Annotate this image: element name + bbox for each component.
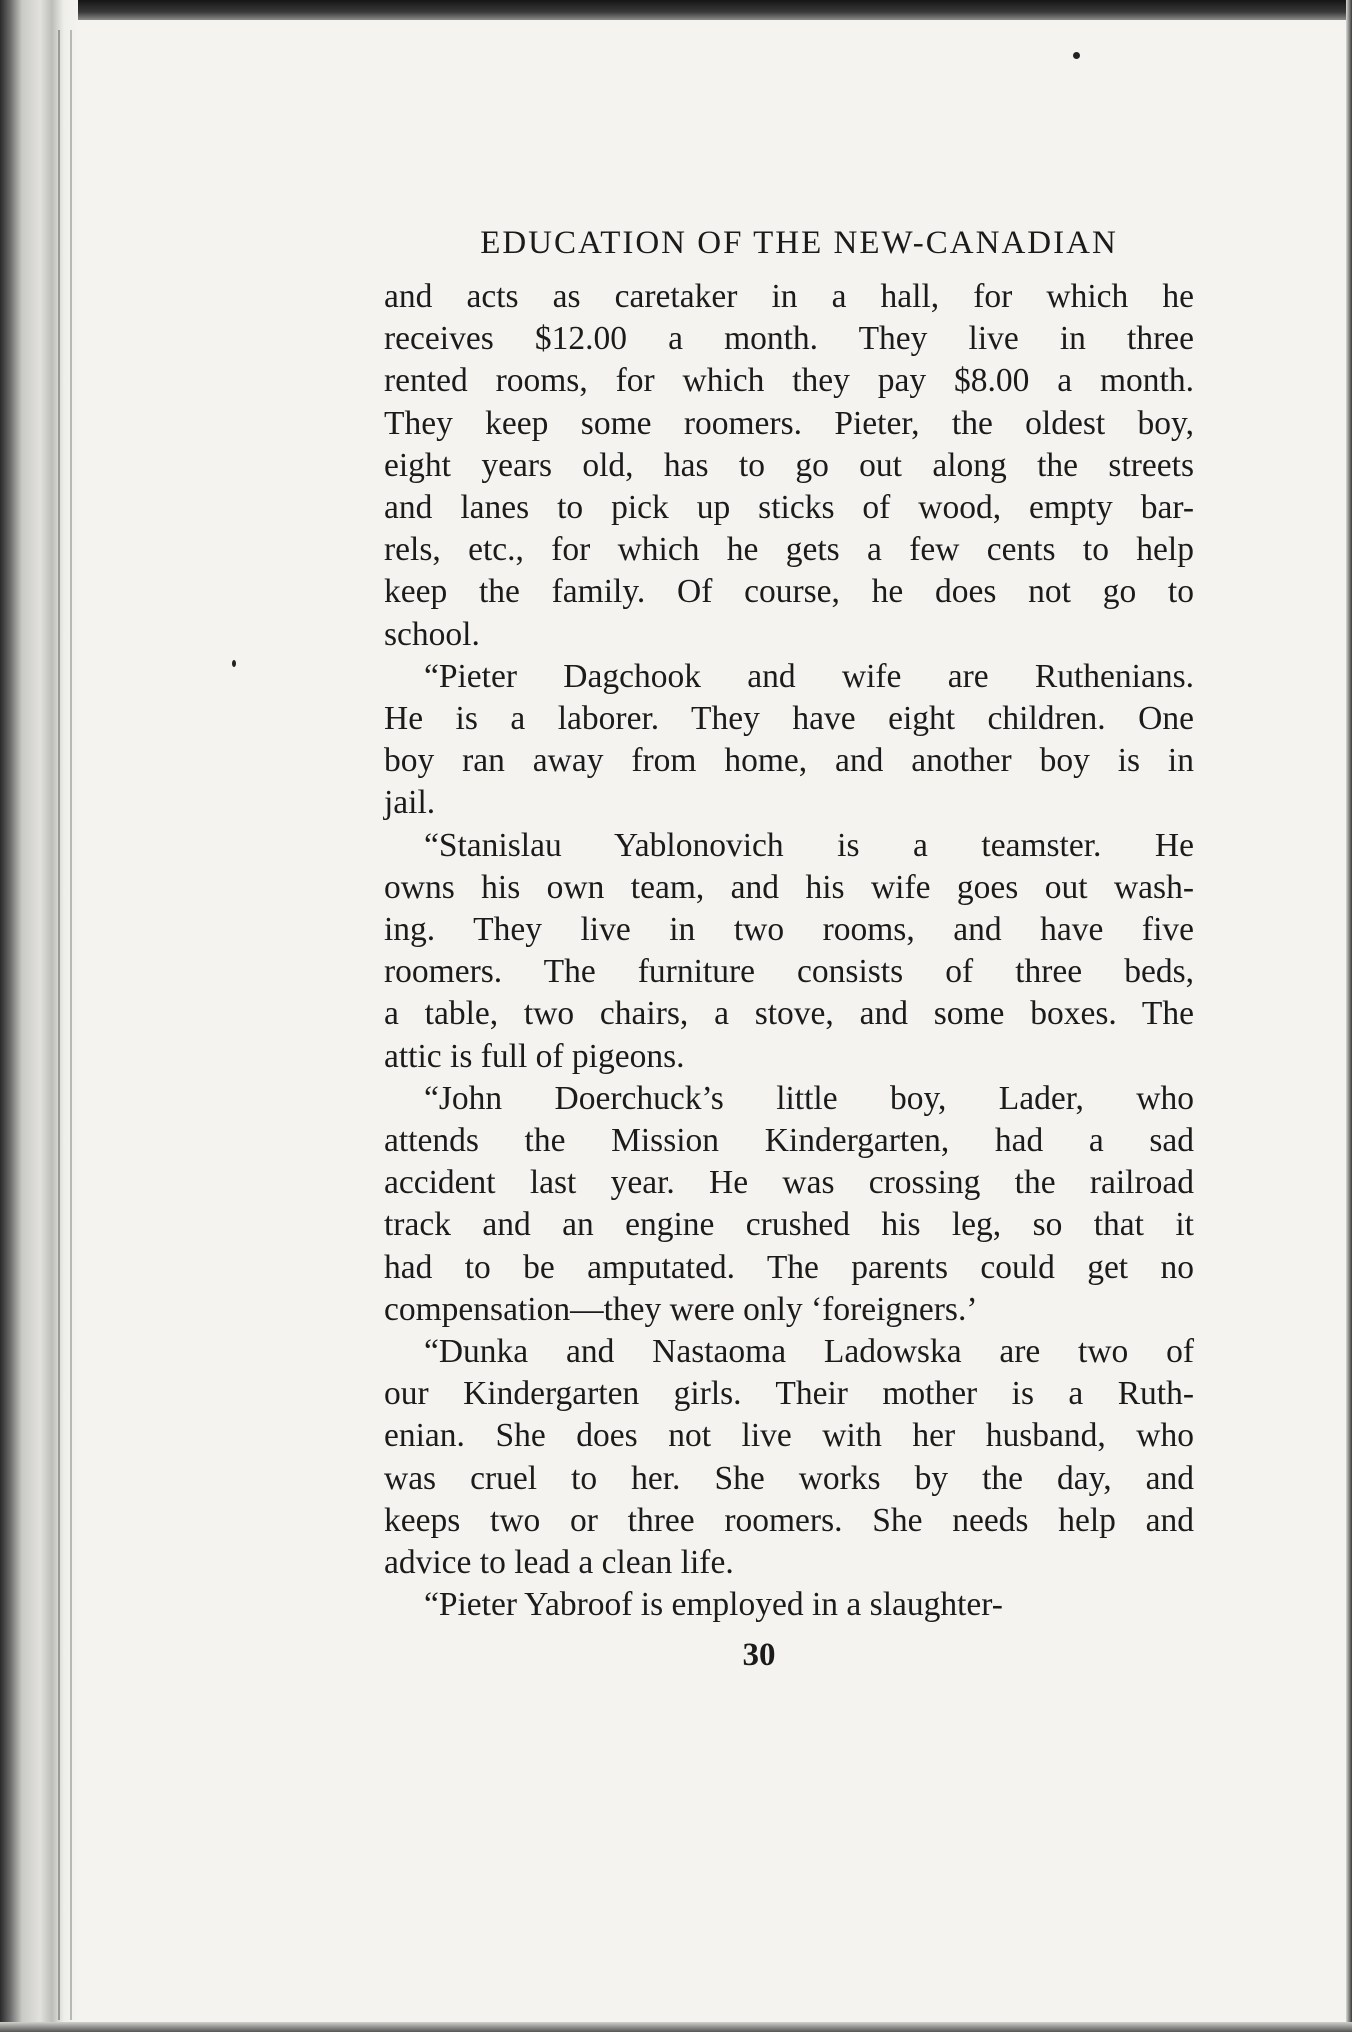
text-line: attends the Mission Kindergarten, had a sad [384,1122,1194,1160]
text-line: owns his own team, and his wife goes out wash- [384,868,1194,906]
text-line: was cruel to her. She works by the day, and [384,1459,1194,1497]
page-right-edge [1346,0,1352,2032]
text-line: They keep some roomers. Pieter, the oldest boy, [384,404,1194,442]
text-line: eight years old, has to go out along the streets [384,446,1194,484]
text-line: had to be amputated. The parents could get no [384,1248,1194,1286]
text-line: and acts as caretaker in a hall, for which he [384,278,1194,315]
ink-speck [1073,52,1080,59]
body-text [384,276,1194,1627]
page-top-edge [0,0,1352,20]
text-line: a table, two chairs, a stove, and some boxes. The [384,995,1194,1033]
page-text-block [384,222,1194,1675]
text-line: jail. [384,784,436,822]
text-line: rented rooms, for which they pay $8.00 a month. [384,362,1194,400]
text-line: keeps two or three roomers. She needs help and [384,1501,1194,1539]
book-binding-gutter [0,0,78,2032]
gutter-line [58,30,60,2020]
text-line: “Stanislau Yablonovich is a teamster. He [424,826,1194,864]
text-line: boy ran away from home, and another boy is in [384,742,1194,780]
running-head: EDUCATION OF THE NEW-CANADIAN [480,225,1118,261]
text-line: ing. They live in two rooms, and have five [384,911,1194,949]
text-line: our Kindergarten girls. Their mother is a Ruth- [384,1375,1194,1413]
page-bottom-edge [0,2022,1352,2032]
text-line: track and an engine crushed his leg, so that it [384,1206,1194,1244]
text-line: attic is full of pigeons. [384,1037,685,1075]
paragraph [384,1078,1194,1331]
text-line: keep the family. Of course, he does not go to [384,573,1194,611]
text-line: enian. She does not live with her husband, who [384,1417,1194,1455]
text-line: receives $12.00 a month. They live in three [384,320,1194,358]
text-line: rels, etc., for which he gets a few cents to help [384,531,1194,569]
paragraph [384,276,1194,656]
text-line: advice to lead a clean life. [384,1544,734,1582]
text-line: “Dunka and Nastaoma Ladowska are two of [424,1333,1194,1371]
page-number: 30 [742,1636,776,1673]
gutter-line [70,30,72,2020]
text-line: “John Doerchuck’s little boy, Lader, who [424,1079,1194,1117]
text-line: “Pieter Yabroof is employed in a slaughter- [424,1586,1003,1624]
text-line: accident last year. He was crossing the railroad [384,1164,1194,1202]
text-line: compensation—they were only ‘foreigners.’ [384,1290,978,1328]
paragraph [384,1584,1194,1626]
ink-speck [232,660,236,667]
text-line: roomers. The furniture consists of three beds, [384,953,1194,991]
paragraph [384,656,1194,825]
paragraph [384,1331,1194,1584]
text-line: He is a laborer. They have eight children. One [384,700,1194,738]
text-line: “Pieter Dagchook and wife are Ruthenians. [424,657,1194,695]
text-line: school. [384,615,480,653]
text-line: and lanes to pick up sticks of wood, empty bar- [384,489,1194,527]
paragraph [384,825,1194,1078]
